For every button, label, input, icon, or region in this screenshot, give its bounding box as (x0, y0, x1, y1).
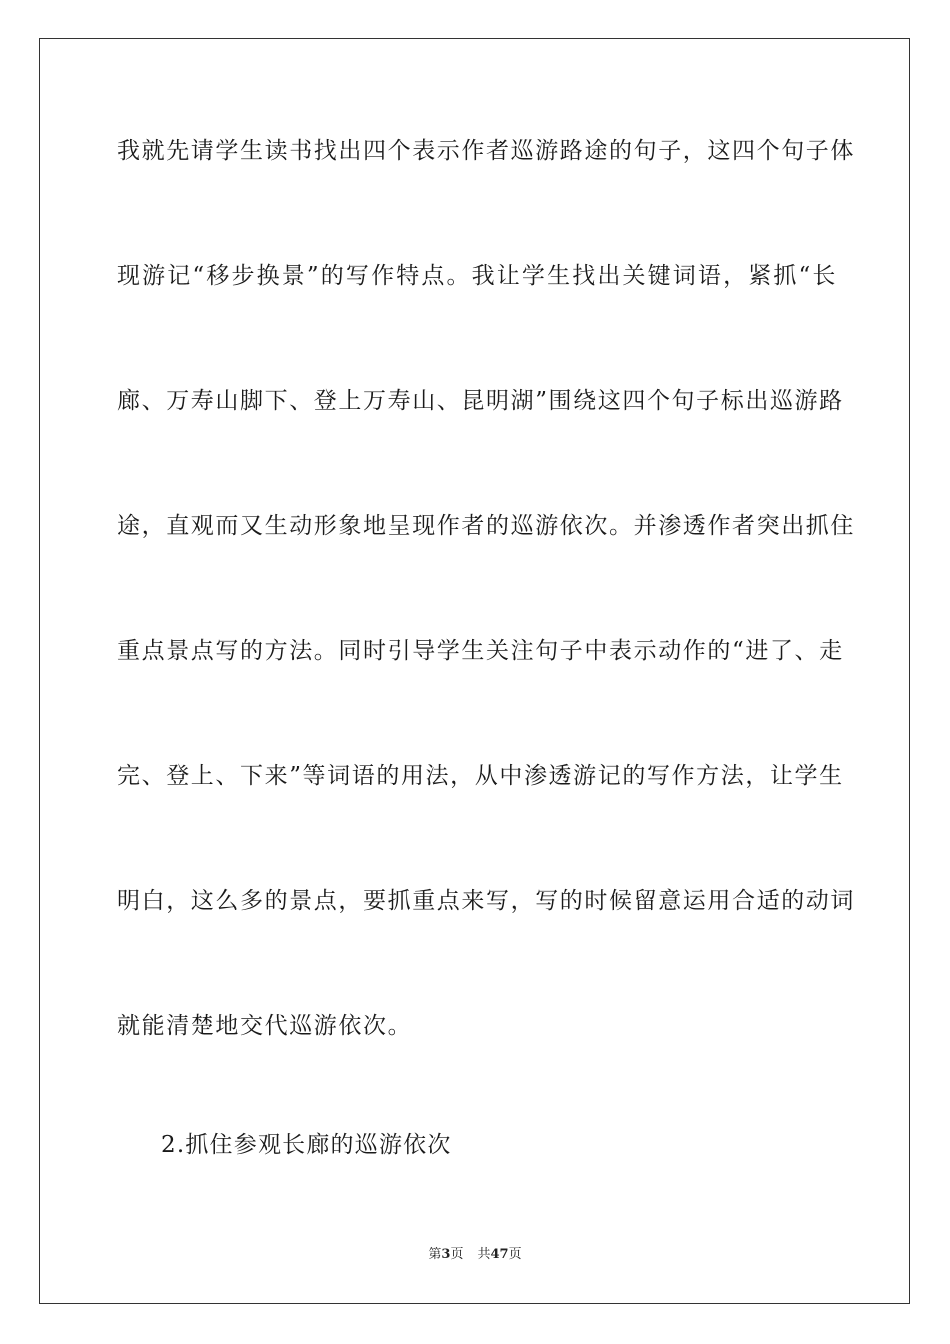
footer-total-suffix: 页 (508, 1247, 522, 1262)
section-subheading: 2.抓住参观长廊的巡游依次 (161, 1132, 452, 1158)
text-line: 途，直观而又生动形象地呈现作者的巡游依次。并渗透作者突出抓住 (117, 513, 855, 539)
text-line: 现游记“移步换景”的写作特点。我让学生找出关键词语，紧抓“长 (117, 263, 837, 289)
page-footer (0, 1245, 950, 1265)
text-line: 完、登上、下来”等词语的用法，从中渗透游记的写作方法，让学生 (117, 763, 844, 789)
footer-page-suffix: 页 (450, 1247, 464, 1262)
text-line: 廊、万寿山脚下、登上万寿山、昆明湖”围绕这四个句子标出巡游路 (117, 388, 844, 414)
footer-prefix: 第 (428, 1247, 442, 1262)
text-line: 重点景点写的方法。同时引导学生关注句子中表示动作的“进了、走 (117, 638, 844, 664)
footer-total-pages: 47 (490, 1247, 509, 1262)
text-line: 我就先请学生读书找出四个表示作者巡游路途的句子，这四个句子体 (117, 138, 855, 164)
text-line: 明白，这么多的景点，要抓重点来写，写的时候留意运用合适的动词 (117, 888, 855, 914)
body-paragraph (117, 126, 855, 1126)
footer-page-number: 3 (441, 1247, 451, 1262)
text-line-last: 就能清楚地交代巡游依次。 (117, 1013, 413, 1039)
footer-total-prefix: 共 (477, 1247, 491, 1262)
